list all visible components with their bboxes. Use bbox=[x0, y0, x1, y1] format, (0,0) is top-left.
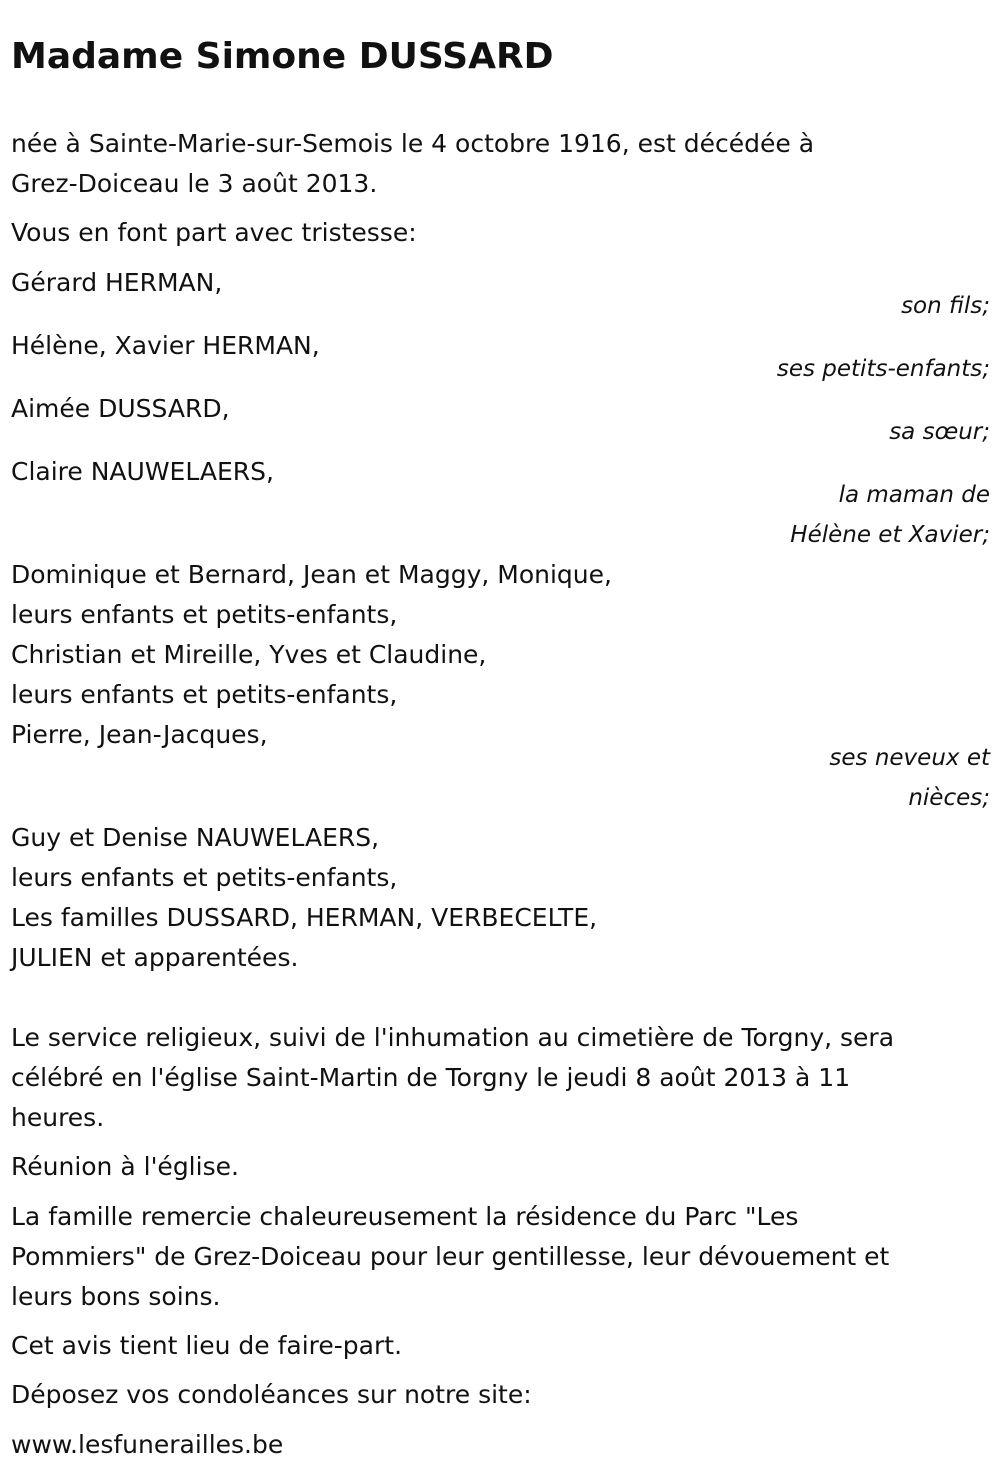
nephews-line-3: Christian et Mireille, Yves et Claudine, bbox=[11, 640, 487, 669]
website-text: www.lesfunerailles.be bbox=[11, 1430, 284, 1459]
family-name-gerard: Gérard HERMAN, bbox=[11, 268, 223, 297]
announcement-text: Vous en font part avec tristesse: bbox=[11, 218, 417, 247]
relation-nephews-line-2: nièces; bbox=[908, 785, 990, 811]
others-line-1: Guy et Denise NAUWELAERS, bbox=[11, 823, 380, 852]
service-line-2: célébré en l'église Saint-Martin de Torgny le jeudi 8 août 2013 à 11 bbox=[11, 1063, 851, 1092]
thanks-line-3: leurs bons soins. bbox=[11, 1282, 221, 1311]
family-name-sister: Aimée DUSSARD, bbox=[11, 394, 230, 423]
notice-text: Cet avis tient lieu de faire-part. bbox=[11, 1331, 403, 1360]
others-line-2: leurs enfants et petits-enfants, bbox=[11, 863, 398, 892]
relation-nephews-line-1: ses neveux et bbox=[829, 745, 990, 771]
relation-grandchildren: ses petits-enfants; bbox=[776, 356, 990, 382]
thanks-line-1: La famille remercie chaleureusement la résidence du Parc "Les bbox=[11, 1202, 799, 1231]
family-name-grandchildren: Hélène, Xavier HERMAN, bbox=[11, 331, 320, 360]
nephews-line-1: Dominique et Bernard, Jean et Maggy, Monique, bbox=[11, 560, 612, 589]
nephews-line-4: leurs enfants et petits-enfants, bbox=[11, 680, 398, 709]
condolences-text: Déposez vos condoléances sur notre site: bbox=[11, 1380, 532, 1409]
page-title: Madame Simone DUSSARD bbox=[11, 36, 554, 77]
birth-death-line-2: Grez-Doiceau le 3 août 2013. bbox=[11, 169, 378, 198]
family-name-claire: Claire NAUWELAERS, bbox=[11, 457, 274, 486]
relation-sister: sa sœur; bbox=[889, 419, 990, 445]
relation-claire-line-2: Hélène et Xavier; bbox=[790, 522, 990, 548]
birth-death-line-1: née à Sainte-Marie-sur-Semois le 4 octobre 1916, est décédée à bbox=[11, 129, 815, 158]
nephews-line-5: Pierre, Jean-Jacques, bbox=[11, 720, 268, 749]
nephews-line-2: leurs enfants et petits-enfants, bbox=[11, 600, 398, 629]
service-line-3: heures. bbox=[11, 1103, 105, 1132]
others-line-4: JULIEN et apparentées. bbox=[11, 943, 299, 972]
service-line-1: Le service religieux, suivi de l'inhumation au cimetière de Torgny, sera bbox=[11, 1023, 895, 1052]
meeting-text: Réunion à l'église. bbox=[11, 1152, 239, 1181]
relation-son: son fils; bbox=[901, 293, 990, 319]
relation-claire-line-1: la maman de bbox=[838, 482, 990, 508]
others-line-3: Les familles DUSSARD, HERMAN, VERBECELTE, bbox=[11, 903, 598, 932]
thanks-line-2: Pommiers" de Grez-Doiceau pour leur gentillesse, leur dévouement et bbox=[11, 1242, 890, 1271]
